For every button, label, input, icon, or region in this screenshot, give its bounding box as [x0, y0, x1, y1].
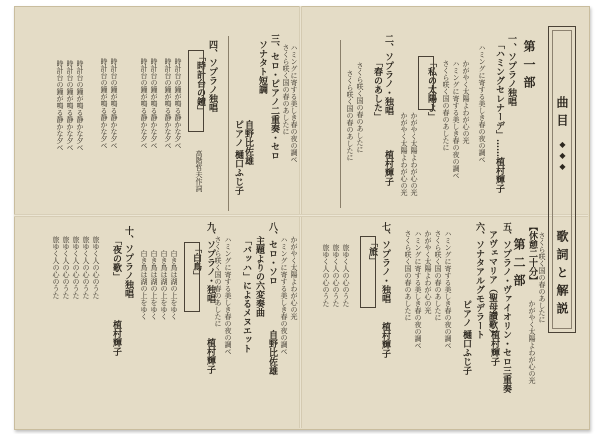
- item2-note-c3: さくら咲く国の春のあしたに: [442, 60, 450, 151]
- item8-note3: かがやく太陽よわが心の光: [290, 236, 298, 320]
- item3-note: ハミングに寄する美しき春の夜の調べ: [290, 44, 298, 163]
- item2-note-a2: さくら咲く国の春のあしたに: [346, 70, 354, 161]
- item8-title-b: 「バッハ」によるメヌエット: [241, 236, 251, 353]
- item4-note2: 時計台の鐘が鳴る静かな夕べ: [164, 58, 172, 149]
- item5-heading: [500, 222, 511, 412]
- item2-note-b: かがやく太陽よわが心の光: [410, 112, 418, 196]
- item4-note7: 時計台の鐘が鳴る静かな夕べ: [76, 60, 84, 151]
- header-diamonds: ◆◆◆: [558, 140, 567, 173]
- item8-heading: [266, 222, 277, 412]
- item7-note: 旅ゆく人の心のうた: [342, 244, 350, 307]
- item2-note-c: かがやく太陽よわが心の光: [462, 60, 470, 144]
- item1-performer: ……植村輝子: [494, 139, 504, 193]
- item5-type: ソプラノ・ヴァイオリン・セロ三重奏: [501, 240, 511, 393]
- item7-performer: 植村輝子: [380, 322, 390, 358]
- item7-title: 「旅」: [367, 238, 377, 265]
- item2-song-b-box: [418, 56, 434, 110]
- item8-note2: さくら咲く国の春のあしたに: [214, 236, 222, 327]
- part-two-heading: 第二部: [512, 238, 526, 292]
- header-frame-inner: [552, 30, 572, 329]
- item8-num: 八、: [267, 222, 277, 240]
- item6-title: ソナタアルグモデラート: [474, 240, 484, 339]
- item10-note2: 旅ゆく人の心のうた: [82, 236, 90, 299]
- item4-title: 「時計台の鐘」: [195, 52, 205, 115]
- left-top-rule: [228, 36, 229, 211]
- item6-note4: ハミングに寄する美しき春の夜の調べ: [414, 230, 422, 349]
- item10-note: 旅ゆく人の心のうた: [92, 236, 100, 299]
- item4-note: 時計台の鐘が鳴る静かな夕べ: [174, 58, 182, 149]
- item5-num: 五、: [501, 222, 511, 240]
- item2-num: 二、: [383, 34, 393, 52]
- item7-title-box: [360, 236, 376, 308]
- item5-note2: かがやく太陽よわが心の光: [528, 300, 536, 384]
- item9-title-box: [184, 242, 200, 312]
- item10-note5: 旅ゆく人の心のうた: [52, 236, 60, 299]
- item8-type: セロ・ソロ: [267, 240, 277, 285]
- item7-note2: 旅ゆく人の心のうた: [332, 244, 340, 307]
- item5-note: さくら咲く国の春のあしたに: [538, 232, 546, 323]
- item2-note-b2: かがやく太陽よわが心の光: [400, 112, 408, 196]
- item6-heading: [473, 222, 484, 412]
- item1-title: 「ハミングセレナーデ」: [494, 40, 504, 139]
- item5-title: アヴェマリア（聖母讃歌）: [487, 230, 497, 338]
- item9-num: 九、: [205, 222, 215, 240]
- item10-num: 十、: [123, 226, 133, 244]
- item3-title: ソナタト短調: [257, 40, 267, 94]
- item8-title-a: 主題よりの六変奏曲: [254, 236, 264, 317]
- item3-piano: ピアノ 樋口ふじ子: [233, 120, 243, 196]
- item9-note2: 白き鳥は湖の上をゆく: [160, 250, 168, 320]
- item4-heading: [206, 40, 217, 210]
- item10-note3: 旅ゆく人の心のうた: [72, 236, 80, 299]
- item10-performer: 植村輝子: [111, 320, 121, 356]
- item4-note3: 時計台の鐘が鳴る静かな夕べ: [150, 58, 158, 149]
- item1-num: 一、: [506, 34, 516, 52]
- right-top-rule: [340, 40, 341, 208]
- item9-note4: 白き鳥は湖の上をゆく: [140, 250, 148, 320]
- item2-note-a: さくら咲く国の春のあしたに: [356, 62, 364, 153]
- intermission: 【休憩二十分】: [527, 222, 537, 285]
- item4-title-box: [188, 50, 204, 132]
- vertical-fold: [299, 6, 302, 428]
- item4-num: 四、: [207, 40, 217, 58]
- item1-heading: [505, 34, 516, 214]
- item6-note5: さくら咲く国の春のあしたに: [404, 230, 412, 321]
- item4-note6: 時計台の鐘が鳴る静かな夕べ: [100, 58, 108, 149]
- item6-note: ハミングに寄する美しき春の夜の調べ: [444, 230, 452, 349]
- item4-note5: 時計台の鐘が鳴る静かな夕べ: [110, 58, 118, 149]
- item10-note4: 旅ゆく人の心のうた: [62, 236, 70, 299]
- item3-num: 三、: [269, 34, 279, 52]
- item4-type: ソプラノ独唱: [207, 58, 217, 112]
- program-title: 曲目: [555, 96, 569, 132]
- item9-title: 「白鳥」: [191, 244, 201, 280]
- item4-note8: 時計台の鐘が鳴る静かな夕べ: [66, 60, 74, 151]
- item9-type: ソプラノ・独唱: [205, 240, 215, 303]
- item5-piano: ピアノ 樋口ふじ子: [461, 300, 471, 376]
- item8-note4: ハミングに寄する美しき春の夜の調べ: [280, 236, 288, 355]
- item9-note3: 白き鳥は湖の上をゆく: [150, 250, 158, 320]
- item1-type: ソプラノ独唱: [506, 52, 516, 106]
- item3-note2: さくら咲く国の春のあしたに: [282, 44, 290, 135]
- item2-song-b: 「私の太陽よ」: [426, 58, 436, 121]
- item5-performer: 植村輝子: [489, 330, 499, 366]
- item8-performer: 自野比佐雄: [267, 330, 277, 375]
- program-subtitle: 歌詞と解説: [555, 230, 569, 320]
- item7-num: 七、: [380, 222, 390, 240]
- item6-note3: かがやく太陽よわが心の光: [424, 230, 432, 314]
- item2-heading: [382, 34, 393, 224]
- horizontal-fold: [14, 214, 588, 217]
- item4-composer: 高階哲夫作詞: [195, 150, 203, 192]
- item10-type: ソプラノ独唱: [123, 244, 133, 298]
- item4-note4: 時計台の鐘が鳴る静かな夕べ: [140, 58, 148, 149]
- item3-cello: 自野比佐雄: [243, 120, 253, 165]
- item2-performer: 植村輝子: [383, 150, 393, 186]
- item2-song-a: 「春のあした」: [372, 58, 382, 121]
- item6-note2: さくら咲く国の春のあしたに: [434, 230, 442, 321]
- item2-note-c2: ハミングに寄する美しき春の夜の調べ: [452, 60, 460, 179]
- item2-type: ソプラノ・独唱: [383, 52, 393, 115]
- item7-note3: 旅ゆく人の心のうた: [322, 244, 330, 307]
- item7-type: ソプラノ・独唱: [380, 240, 390, 303]
- item9-performer: 植村輝子: [205, 338, 215, 374]
- item1-title-line: [493, 40, 504, 210]
- part-one-heading: 第一部: [522, 40, 536, 94]
- item10-heading: [122, 226, 133, 411]
- item3-type: セロ・ピアノ二重奏・セロ: [269, 52, 279, 160]
- item8-note: ハミングに寄する美しき春の夜の調べ: [224, 236, 232, 355]
- item3-heading: [268, 34, 279, 214]
- item6-num: 六、: [474, 222, 484, 240]
- item1-note: ハミングに寄する美しき春の夜の調べ: [478, 44, 486, 163]
- item10-title: 「夜の歌」: [111, 236, 121, 281]
- item9-note: 白き鳥は湖の上をゆく: [170, 250, 178, 320]
- item4-note9: 時計台の鐘が鳴る静かな夕べ: [56, 60, 64, 151]
